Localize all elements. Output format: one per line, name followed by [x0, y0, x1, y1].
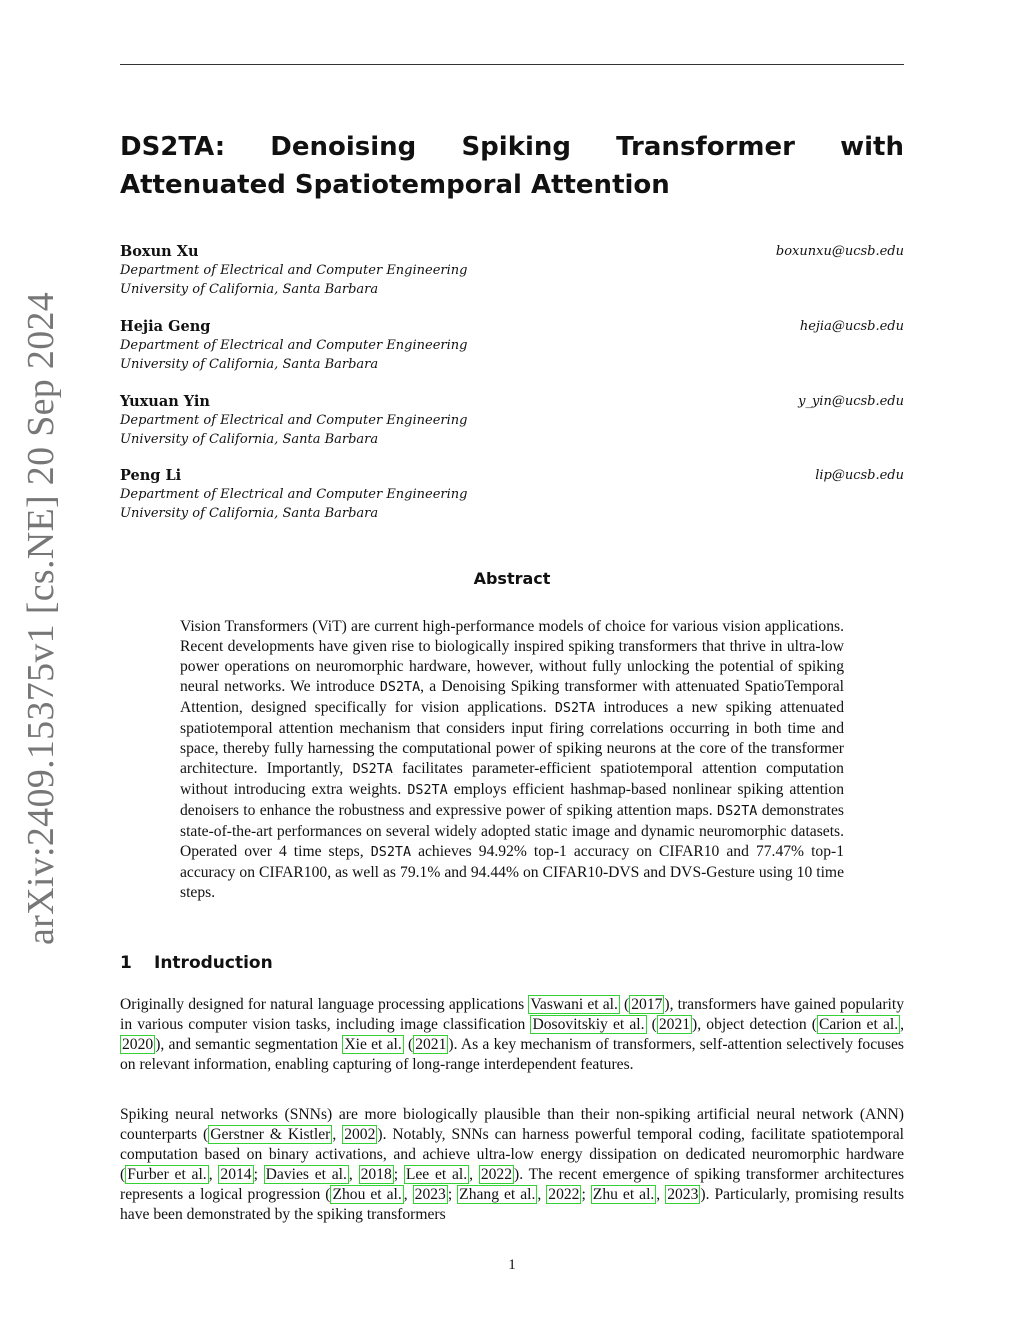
author-department: Department of Electrical and Computer Engineering	[120, 487, 468, 502]
citation-link[interactable]: 2002	[344, 1126, 376, 1143]
model-name: DS2TA	[352, 762, 393, 777]
citation-link[interactable]: Davies et al.	[265, 1166, 347, 1183]
citation-link[interactable]: 2018	[360, 1166, 392, 1183]
author-university: University of California, Santa Barbara	[120, 357, 379, 372]
citation-link[interactable]: Furber et al.	[127, 1166, 207, 1183]
model-name: DS2TA	[554, 701, 596, 716]
author-block	[120, 393, 904, 449]
header-rule	[120, 64, 904, 65]
citation-link[interactable]: 2023	[667, 1186, 699, 1203]
author-name: Boxun Xu	[120, 243, 199, 260]
citation-link[interactable]: 2022	[548, 1186, 580, 1203]
page-number: 1	[508, 1257, 516, 1273]
abstract-text: Vision Transformers (ViT) are current high-performance models of choice for various vision applications. Recent developments have given rise to biologically inspired spiking transformers that thrive in ultra-low power operations on neuromorphic hardware, however, without fully unlocking the potential of spiking neural networks. We introduce DS2TA, a Denoising Spiking transformer with attenuated SpatioTemporal Attention, designed specifically for vision applications. DS2TA introduces a new spiking attenuated spatiotemporal attention mechanism that considers input firing correlations occurring in both time and space, thereby fully harnessing the computational power of spiking neurons at the core of the transformer architecture. Importantly, DS2TA facilitates parameter-efficient spatiotemporal attention computation without introducing extra weights. DS2TA employs efficient hashmap-based nonlinear spiking attention denoisers to enhance the robustness and expressive power of spiking attention maps. DS2TA demonstrates state-of-the-art performances on several widely adopted static image and dynamic neuromorphic datasets. Operated over 4 time steps, DS2TA achieves 94.92% top-1 accuracy on CIFAR10 and 77.47% top-1 accuracy on CIFAR100, as well as 79.1% and 94.44% on CIFAR10-DVS and DVS-Gesture using 10 time steps.	[180, 618, 844, 901]
author-department: Department of Electrical and Computer Engineering	[120, 338, 468, 353]
arxiv-identifier: arXiv:2409.15375v1 [cs.NE] 20 Sep 2024	[20, 291, 62, 945]
paper-title: DS2TA: Denoising Spiking Transformer with Attenuated Spatiotemporal Attention	[120, 132, 904, 200]
model-name: DS2TA	[370, 845, 412, 860]
citation-link[interactable]: 2020	[122, 1036, 154, 1053]
citation-link[interactable]: Zhang et al.	[459, 1186, 536, 1203]
section-title: Introduction	[154, 953, 273, 973]
intro-paragraph-1: Originally designed for natural language processing applications Vaswani et al. ( 2017 ), transformers have gained popularity in various computer vision tasks, including image classification Dosovitskiy et al. ( 2021 ), object detection ( Carion et al. , 2020 ), and semantic segmentation Xie et al. ( 2021 ). As a key mechanism of transformers, self-attention selectively focuses on relevant information, enabling capturing of long-range interdependent features.	[120, 996, 905, 1073]
citation-link[interactable]: 2021	[415, 1036, 447, 1053]
author-email[interactable]: lip@ucsb.edu	[815, 468, 904, 483]
author-university: University of California, Santa Barbara	[120, 432, 379, 447]
citation-link[interactable]: Xie et al.	[344, 1036, 402, 1053]
citation-link[interactable]: Zhu et al.	[592, 1186, 655, 1203]
model-name: DS2TA	[407, 783, 448, 798]
author-department: Department of Electrical and Computer Engineering	[120, 413, 468, 428]
citation-link[interactable]: 2017	[631, 996, 663, 1013]
section-heading	[120, 953, 904, 973]
author-department: Department of Electrical and Computer Engineering	[120, 263, 468, 278]
citation-link[interactable]: Carion et al.	[818, 1016, 899, 1033]
citation-link[interactable]: 2021	[658, 1016, 691, 1033]
author-university: University of California, Santa Barbara	[120, 282, 379, 297]
citation-link[interactable]: Zhou et al.	[332, 1186, 402, 1203]
author-email[interactable]: y_yin@ucsb.edu	[798, 394, 904, 409]
abstract-heading: Abstract	[473, 569, 551, 588]
author-name: Hejia Geng	[120, 318, 211, 335]
citation-link[interactable]: Vaswani et al.	[530, 996, 618, 1013]
citation-link[interactable]: Dosovitskiy et al.	[532, 1016, 645, 1033]
author-name: Yuxuan Yin	[120, 393, 210, 410]
citation-link[interactable]: 2022	[480, 1166, 513, 1183]
author-block	[120, 467, 904, 523]
citation-link[interactable]: Lee et al.	[405, 1166, 468, 1183]
intro-paragraph-2: Spiking neural networks (SNNs) are more biologically plausible than their non-spiking artificial neural network (ANN) counterparts ( Gerstner & Kistler , 2002 ). Notably, SNNs can harness powerful temporal coding, facilitate spatiotemporal computation based on binary activations, and achieve ultra-low energy dissipation on dedicated neuromorphic hardware ( Furber et al. , 2014 ; Davies et al. , 2018 ; Lee et al. , 2022 ). The recent emergence of spiking transformer architectures represents a logical progression ( Zhou et al. , 2023 ; Zhang et al. , 2022 ; Zhu et al. , 2023 ). Particularly, promising results have been demonstrated by the spiking transformers	[120, 1106, 905, 1223]
citation-link[interactable]: 2014	[220, 1166, 252, 1183]
author-university: University of California, Santa Barbara	[120, 506, 379, 521]
author-block	[120, 318, 904, 374]
model-name: DS2TA	[717, 804, 758, 819]
section-number: 1	[120, 953, 132, 973]
author-email[interactable]: hejia@ucsb.edu	[799, 319, 904, 334]
citation-link[interactable]: 2023	[414, 1186, 446, 1203]
citation-link[interactable]: Gerstner & Kistler	[210, 1126, 331, 1143]
author-block	[120, 243, 904, 299]
model-name: DS2TA	[379, 680, 421, 695]
author-name: Peng Li	[120, 467, 182, 484]
author-email[interactable]: boxunxu@ucsb.edu	[775, 244, 904, 259]
